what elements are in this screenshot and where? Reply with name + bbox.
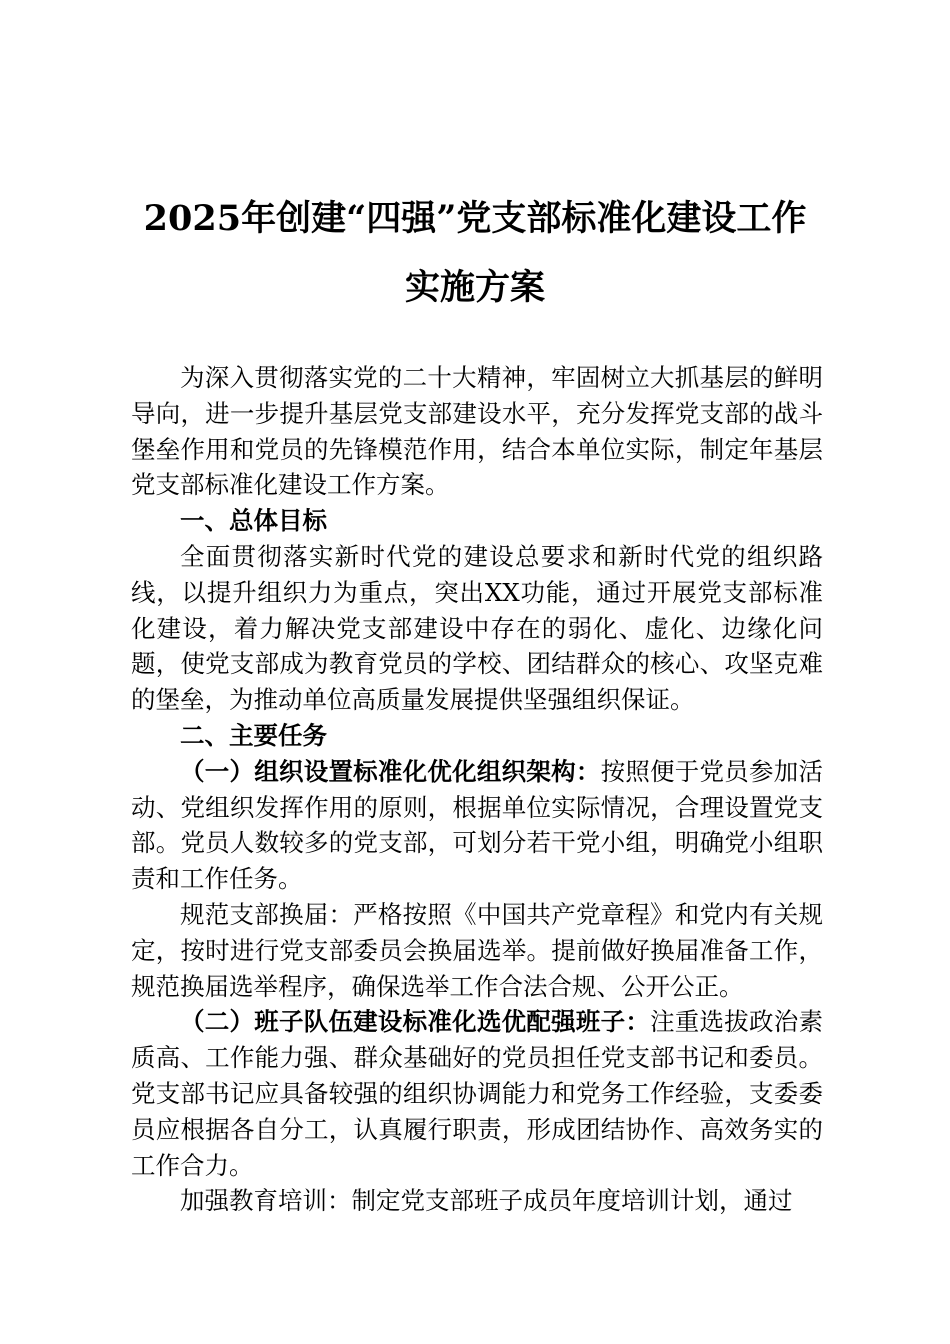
- document-title-line1: 2025年创建“四强”党支部标准化建设工作: [143, 198, 807, 239]
- item1-text: 按照便于党员参加活动、党组织发挥作用的原则，根据单位实际情况，合理设置党支部。党员人数较多的党支部，可划分若干党小组，明确党小组职责和工作任务。: [131, 756, 823, 894]
- item2-sub-paragraph: 加强教育培训：制定党支部班子成员年度培训计划，通过: [180, 1186, 793, 1216]
- section1-paragraph: 全面贯彻落实新时代党的建设总要求和新时代党的组织路线，以提升组织力为重点，突出XX功能，通过开展党支部标准化建设，着力解决党支部建设中存在的弱化、虚化、边缘化问题，使党支部成为教育党员的学校、团结群众的核心、攻坚克难的堡垒，为推动单位高质量发展提供坚强组织保证。: [131, 541, 823, 715]
- item2-text: 注重选拔政治素质高、工作能力强、群众基础好的党员担任党支部书记和委员。党支部书记应具备较强的组织协调能力和党务工作经验，支委委员应根据各自分工，认真履行职责，形成团结协作、高效务实的工作合力。: [131, 1007, 824, 1180]
- document-body: [131, 360, 823, 1219]
- document-title-line2: 实施方案: [404, 267, 545, 308]
- item2-paragraph: [131, 1004, 823, 1183]
- item1-sub-paragraph: 规范支部换届：严格按照《中国共产党章程》和党内有关规定，按时进行党支部委员会换届选举。提前做好换届准备工作，规范换届选举程序，确保选举工作合法合规、公开公正。: [131, 899, 823, 1001]
- section1-heading: 一、总体目标: [180, 506, 327, 536]
- item1-lead: （一）组织设置标准化优化组织架构：: [180, 756, 601, 786]
- intro-paragraph: 为深入贯彻落实党的二十大精神，牢固树立大抓基层的鲜明导向，进一步提升基层党支部建设水平，充分发挥党支部的战斗堡垒作用和党员的先锋模范作用，结合本单位实际，制定年基层党支部标准化建设工作方案。: [131, 363, 823, 500]
- item2-lead: （二）班子队伍建设标准化选优配强班子：: [180, 1007, 651, 1037]
- section2-heading: 二、主要任务: [180, 720, 327, 750]
- item1-paragraph: [131, 754, 823, 897]
